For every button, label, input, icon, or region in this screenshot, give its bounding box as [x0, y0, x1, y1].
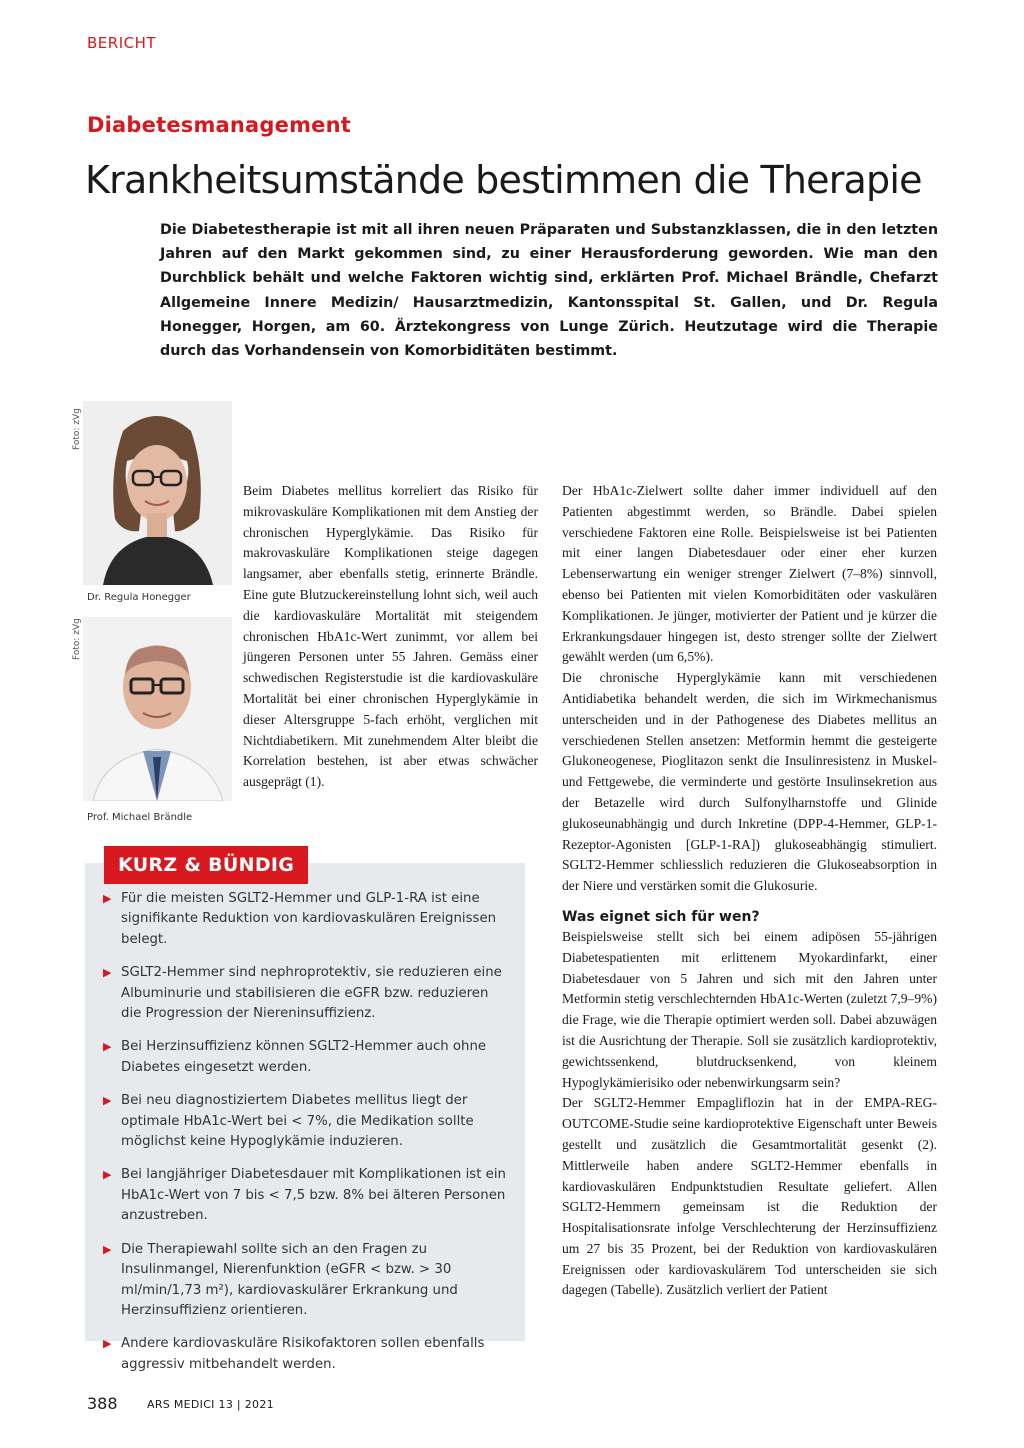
triangle-right-icon: ▶	[103, 966, 112, 980]
page-number: 388	[87, 1394, 118, 1413]
body-column-1	[243, 481, 538, 793]
photo-caption: Prof. Michael Brändle	[87, 812, 193, 823]
triangle-right-icon: ▶	[103, 1242, 112, 1256]
triangle-right-icon: ▶	[103, 1040, 112, 1054]
summary-item: ▶ Bei neu diagnostiziertem Diabetes mellitus liegt der optimale HbA1c-Wert bei < 7%, die Medikation sollte möglichst keine Hypoglykämie induzieren.	[103, 1093, 474, 1150]
portrait-photo-honegger	[83, 401, 232, 585]
magazine-issue: ARS MEDICI 13 | 2021	[147, 1398, 274, 1411]
subheading: Was eignet sich für wen?	[562, 908, 760, 925]
body-paragraph: Der HbA1c-Zielwert sollte daher immer individuell auf den Patienten abgestimmt werden, so Brändle. Dabei spielen verschiedene Faktoren eine Rolle. Beispielsweise ist bei Patienten mit einer langen Diabetesdauer oder einer eher kurzen Lebenserwartung ein weniger strenger Zielwert (7–8%) sinnvoll, ebenso bei Patienten mit vielen Komorbiditäten oder vaskulären Komplikationen. Je jünger, motivierter der Patient und je kürzer die Erkrankungsdauer hingegen ist, desto strenger sollte der Zielwert gewählt werden (um 6,5%).	[562, 483, 937, 665]
body-paragraph: Beispielsweise stellt sich bei einem adipösen 55-jährigen Diabetespatienten mit erlittenem Myokardinfarkt, einer Diabetesdauer von 5 Jahren und sich mit den Jahren unter Metformin stetig verschlechternden HbA1c-Werten (zuletzt 7,9–9%) die Frage, wie die Therapie optimiert werden soll. Dabei abzuwägen ist die Ausrichtung der Therapie. Soll sie zusätzlich kardioprotektiv, gewichtssenkend, blutdrucksenkend, von kleinem Hypoglykämierisiko oder nebenwirkungsarm sein?	[562, 928, 937, 1090]
photo-credit: Foto: zVg	[72, 408, 82, 450]
article-lead: Die Diabetestherapie ist mit all ihren neuen Präparaten und Substanzklassen, die in den letzten Jahren auf den Markt gekommen sind, zu einer Herausforderung geworden. Wie man den Durchblick behält und welche Faktoren wichtig sind, erklärten Prof. Michael Brändle, Chefarzt Allgemeine Innere Medizin/ Hausarztmedizin, Kantonsspital St. Gallen, und Dr. Regula Honegger, Horgen, am 60. Ärztekongress von Lunge Zürich. Heutzutage wird die Therapie durch das Vorhandensein von Komorbiditäten bestimmt.	[160, 222, 938, 360]
body-paragraph: Beim Diabetes mellitus korreliert das Risiko für mikrovaskuläre Komplikationen mit dem Anstieg der chronischen Hyperglykämie. Das Risiko für makrovaskuläre Komplikationen steige dagegen langsamer, aber ebenfalls stetig, erinnerte Brändle. Eine gute Blutzuckereinstellung lohnt sich, weil auch die kardiovaskuläre Mortalität mit steigendem chronischen HbA1c-Wert zunimmt, vor allem bei jüngeren Personen unter 55 Jahren. Gemäss einer schwedischen Registerstudie ist die kardiovaskuläre Mortalität bei einer chronischen Hyperglykämie in dieser Altersgruppe 5-fach erhöht, verglichen mit Nichtdiabetikern. Mit zunehmendem Alter bleibt die Korrelation bestehen, ist aber etwas schwächer ausgeprägt (1).	[243, 483, 538, 790]
summary-item: ▶ SGLT2-Hemmer sind nephroprotektiv, sie reduzieren eine Albuminurie und stabilisieren die eGFR bzw. reduzieren die Progression der Niereninsuffizienz.	[103, 965, 502, 1022]
triangle-right-icon: ▶	[103, 1094, 112, 1108]
summary-item: ▶ Andere kardiovaskuläre Risikofaktoren sollen ebenfalls aggressiv mitbehandelt werden.	[103, 1336, 485, 1372]
summary-list	[103, 889, 511, 1388]
photo-caption: Dr. Regula Honegger	[87, 592, 191, 603]
section-label: BERICHT	[87, 34, 157, 52]
triangle-right-icon: ▶	[103, 1337, 112, 1351]
triangle-right-icon: ▶	[103, 1168, 112, 1182]
summary-item: ▶ Die Therapiewahl sollte sich an den Fragen zu Insulinmangel, Nierenfunktion (eGFR < bzw. > 30 ml/min/1,73 m²), kardiovaskulärer Erkrankung und Herzinsuffizienz orientieren.	[103, 1241, 458, 1318]
body-column-2	[562, 481, 937, 1301]
body-paragraph: Der SGLT2-Hemmer Empagliflozin hat in der EMPA-REG-OUTCOME-Studie seine kardioprotektive Eigenschaft unter Beweis gestellt und zusätzlich die Gesamtmortalität gesenkt (2). Mittlerweile haben andere SGLT2-Hemmer ebenfalls in kardiovaskulären Endpunktstudien Resultate geliefert. Allen SGLT2-Hemmern gemeinsam ist die Reduktion der Hospitalisationsrate infolge Verschlechterung der Herzinsuffizienz um 27 bis 35 Prozent, bei der Reduktion von kardiovaskulären Ereignissen oder kardiovaskulärem Tod unterscheiden sie sich dagegen (Tabelle). Zusätzlich verliert der Patient	[562, 1095, 937, 1298]
body-paragraph: Die chronische Hyperglykämie kann mit verschiedenen Antidiabetika behandelt werden, die sich im Wirkmechanismus unterscheiden und in der Pathogenese des Diabetes mellitus an verschiedenen Stellen ansetzen: Metformin hemmt die gesteigerte Glukoneogenese, Pioglitazon senkt die Insulinresistenz in Muskel- und Fettgewebe, die verminderte und gestörte Insulinsekretion aus der Betazelle wird durch Sulfonylharnstoffe und Glinide glukoseunabhängig und durch Inkretine (DPP-4-Hemmer, GLP-1-Rezeptor-Agonisten [GLP-1-RA]) glukoseabhängig stimuliert. SGLT2-Hemmer schliesslich reduzieren die Glukoseabsorption in der Niere und verstärken somit die Glukosurie.	[562, 670, 937, 894]
summary-item: ▶ Bei Herzinsuffizienz können SGLT2-Hemmer auch ohne Diabetes eingesetzt werden.	[103, 1039, 487, 1075]
article-headline: Krankheitsumstände bestimmen die Therapie	[85, 158, 922, 202]
summary-box-title: KURZ & BÜNDIG	[104, 846, 308, 884]
triangle-right-icon: ▶	[103, 892, 112, 905]
portrait-photo-braendle	[83, 617, 232, 801]
summary-item: ▶ Bei langjähriger Diabetesdauer mit Komplikationen ist ein HbA1c-Wert von 7 bis < 7,5 bzw. 8% bei älteren Personen anzustreben.	[103, 1167, 506, 1224]
photo-credit: Foto: zVg	[72, 618, 82, 660]
summary-box	[85, 863, 525, 1372]
summary-item: ▶ Für die meisten SGLT2-Hemmer und GLP-1-RA ist eine signifikante Reduktion von kardiovaskulären Ereignissen belegt.	[103, 891, 497, 947]
article-kicker: Diabetesmanagement	[87, 113, 352, 137]
